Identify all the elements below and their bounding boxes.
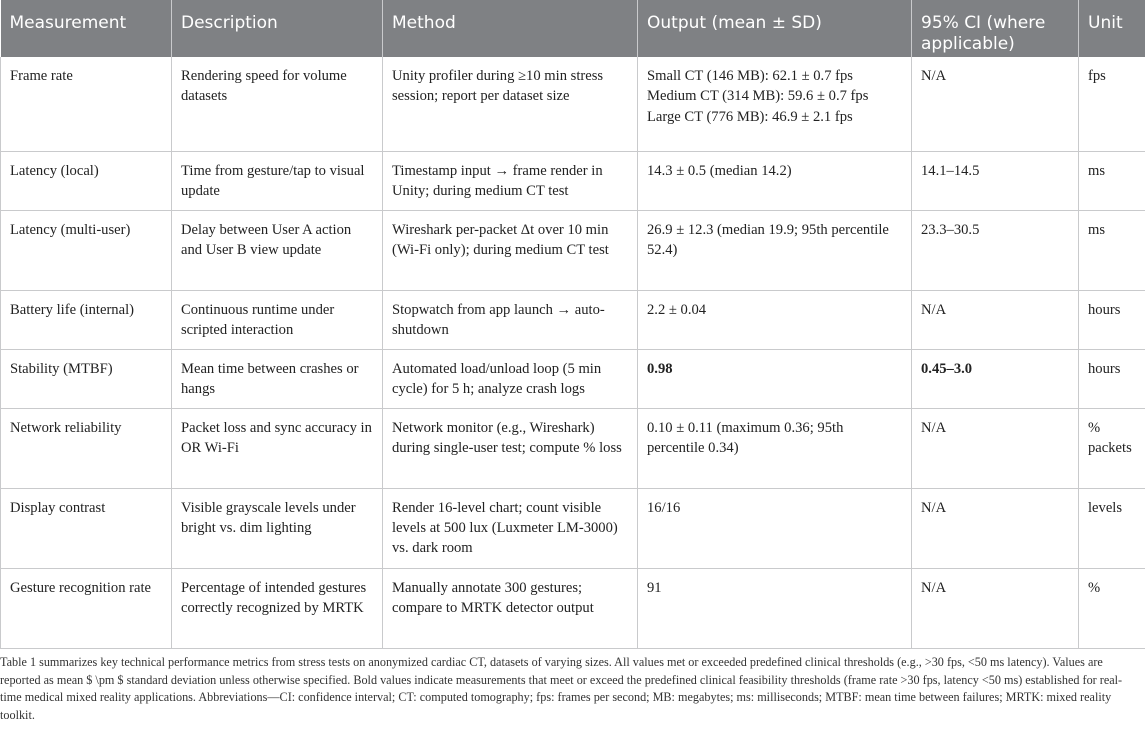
method-cell: Timestamp input → frame render in Unity; during medium CT test bbox=[383, 151, 638, 210]
table-caption: Table 1 summarizes key technical performance metrics from stress tests on anonymized cardiac CT, datasets of varying sizes. All values met or exceeded predefined clinical thresholds (e.g., >30 fps, <50 ms latency). Values are reported as mean $ \pm $ standard deviation unless otherwise specified. Bold values indicate measurements that meet or exceed the predefined clinical feasibility thresholds (frame rate >30 fps, latency <50 ms) established for real-time medical mixed reality applications. Abbreviations—CI: confidence interval; CT: computed tomography; fps: frames per second; MB: megabytes; ms: milliseconds; MTBF: mean time between failures; MRTK: mixed reality toolkit. bbox=[0, 655, 1123, 722]
table-row bbox=[1, 349, 1145, 408]
description-cell: Continuous runtime under scripted interaction bbox=[172, 290, 383, 349]
output-cell bbox=[638, 210, 912, 290]
description-cell: Rendering speed for volume datasets bbox=[172, 57, 383, 151]
method-cell: Wireshark per-packet Δt over 10 min (Wi-Fi only); during medium CT test bbox=[383, 210, 638, 290]
description-cell: Visible grayscale levels under bright vs. dim lighting bbox=[172, 488, 383, 568]
output-line: Large CT (776 MB): 46.9 ± 2.1 fps bbox=[647, 108, 853, 125]
output-cell bbox=[638, 568, 912, 648]
table-row bbox=[1, 568, 1145, 648]
table-row bbox=[1, 408, 1145, 488]
measurement-cell: Latency (local) bbox=[1, 151, 172, 210]
unit-cell: ms bbox=[1079, 210, 1145, 290]
output-cell bbox=[638, 151, 912, 210]
output-cell bbox=[638, 57, 912, 151]
ci-cell: N/A bbox=[912, 568, 1079, 648]
description-cell: Time from gesture/tap to visual update bbox=[172, 151, 383, 210]
unit-cell: % bbox=[1079, 568, 1145, 648]
method-cell: Unity profiler during ≥10 min stress session; report per dataset size bbox=[383, 57, 638, 151]
output-line: Small CT (146 MB): 62.1 ± 0.7 fps bbox=[647, 68, 853, 84]
method-cell: Stopwatch from app launch → auto-shutdown bbox=[383, 290, 638, 349]
table-row bbox=[1, 488, 1145, 568]
output-line: 91 bbox=[647, 579, 662, 596]
description-cell: Percentage of intended gestures correctly recognized by MRTK bbox=[172, 568, 383, 648]
measurement-cell: Display contrast bbox=[1, 488, 172, 568]
measurement-cell: Stability (MTBF) bbox=[1, 349, 172, 408]
output-line: 0.98 bbox=[647, 360, 673, 377]
unit-cell: ms bbox=[1079, 151, 1145, 210]
unit-cell: levels bbox=[1079, 488, 1145, 568]
header-method: Method bbox=[383, 0, 638, 57]
table-row bbox=[1, 210, 1145, 290]
measurement-cell: Gesture recognition rate bbox=[1, 568, 172, 648]
table-row bbox=[1, 151, 1145, 210]
description-cell: Packet loss and sync accuracy in OR Wi-Fi bbox=[172, 408, 383, 488]
header-measurement: Measurement bbox=[1, 0, 172, 57]
output-line: 2.2 ± 0.04 bbox=[647, 301, 707, 318]
ci-cell: N/A bbox=[912, 57, 1079, 151]
method-cell: Automated load/unload loop (5 min cycle) for 5 h; analyze crash logs bbox=[383, 349, 638, 408]
output-line: 14.3 ± 0.5 (median 14.2) bbox=[647, 162, 792, 179]
output-line: 26.9 ± 12.3 (median 19.9; 95th percentile 52.4) bbox=[647, 221, 889, 258]
measurement-cell: Frame rate bbox=[1, 57, 172, 151]
output-line: 0.10 ± 0.11 (maximum 0.36; 95th percentile 0.34) bbox=[647, 419, 844, 456]
unit-cell: % packets bbox=[1079, 408, 1145, 488]
output-cell bbox=[638, 408, 912, 488]
ci-cell: 0.45–3.0 bbox=[912, 349, 1079, 408]
table-row bbox=[1, 57, 1145, 151]
unit-cell: hours bbox=[1079, 349, 1145, 408]
measurement-cell: Battery life (internal) bbox=[1, 290, 172, 349]
table-row bbox=[1, 290, 1145, 349]
method-cell: Network monitor (e.g., Wireshark) during single-user test; compute % loss bbox=[383, 408, 638, 488]
ci-cell: N/A bbox=[912, 408, 1079, 488]
output-cell bbox=[638, 488, 912, 568]
header-unit: Unit bbox=[1079, 0, 1145, 57]
table-body bbox=[1, 57, 1145, 648]
ci-cell: N/A bbox=[912, 488, 1079, 568]
unit-cell: fps bbox=[1079, 57, 1145, 151]
header-ci: 95% CI (where applicable) bbox=[912, 0, 1079, 57]
description-cell: Delay between User A action and User B view update bbox=[172, 210, 383, 290]
unit-cell: hours bbox=[1079, 290, 1145, 349]
measurement-cell: Network reliability bbox=[1, 408, 172, 488]
measurement-cell: Latency (multi-user) bbox=[1, 210, 172, 290]
method-cell: Manually annotate 300 gestures; compare to MRTK detector output bbox=[383, 568, 638, 648]
description-cell: Mean time between crashes or hangs bbox=[172, 349, 383, 408]
output-cell bbox=[638, 349, 912, 408]
header-description: Description bbox=[172, 0, 383, 57]
ci-cell: N/A bbox=[912, 290, 1079, 349]
ci-cell: 23.3–30.5 bbox=[912, 210, 1079, 290]
method-cell: Render 16-level chart; count visible levels at 500 lux (Luxmeter LM-3000) vs. dark room bbox=[383, 488, 638, 568]
ci-cell: 14.1–14.5 bbox=[912, 151, 1079, 210]
output-line: Medium CT (314 MB): 59.6 ± 0.7 fps bbox=[647, 88, 869, 105]
output-cell bbox=[638, 290, 912, 349]
table-header-row bbox=[1, 0, 1145, 57]
output-line: 16/16 bbox=[647, 499, 681, 516]
header-output: Output (mean ± SD) bbox=[638, 0, 912, 57]
